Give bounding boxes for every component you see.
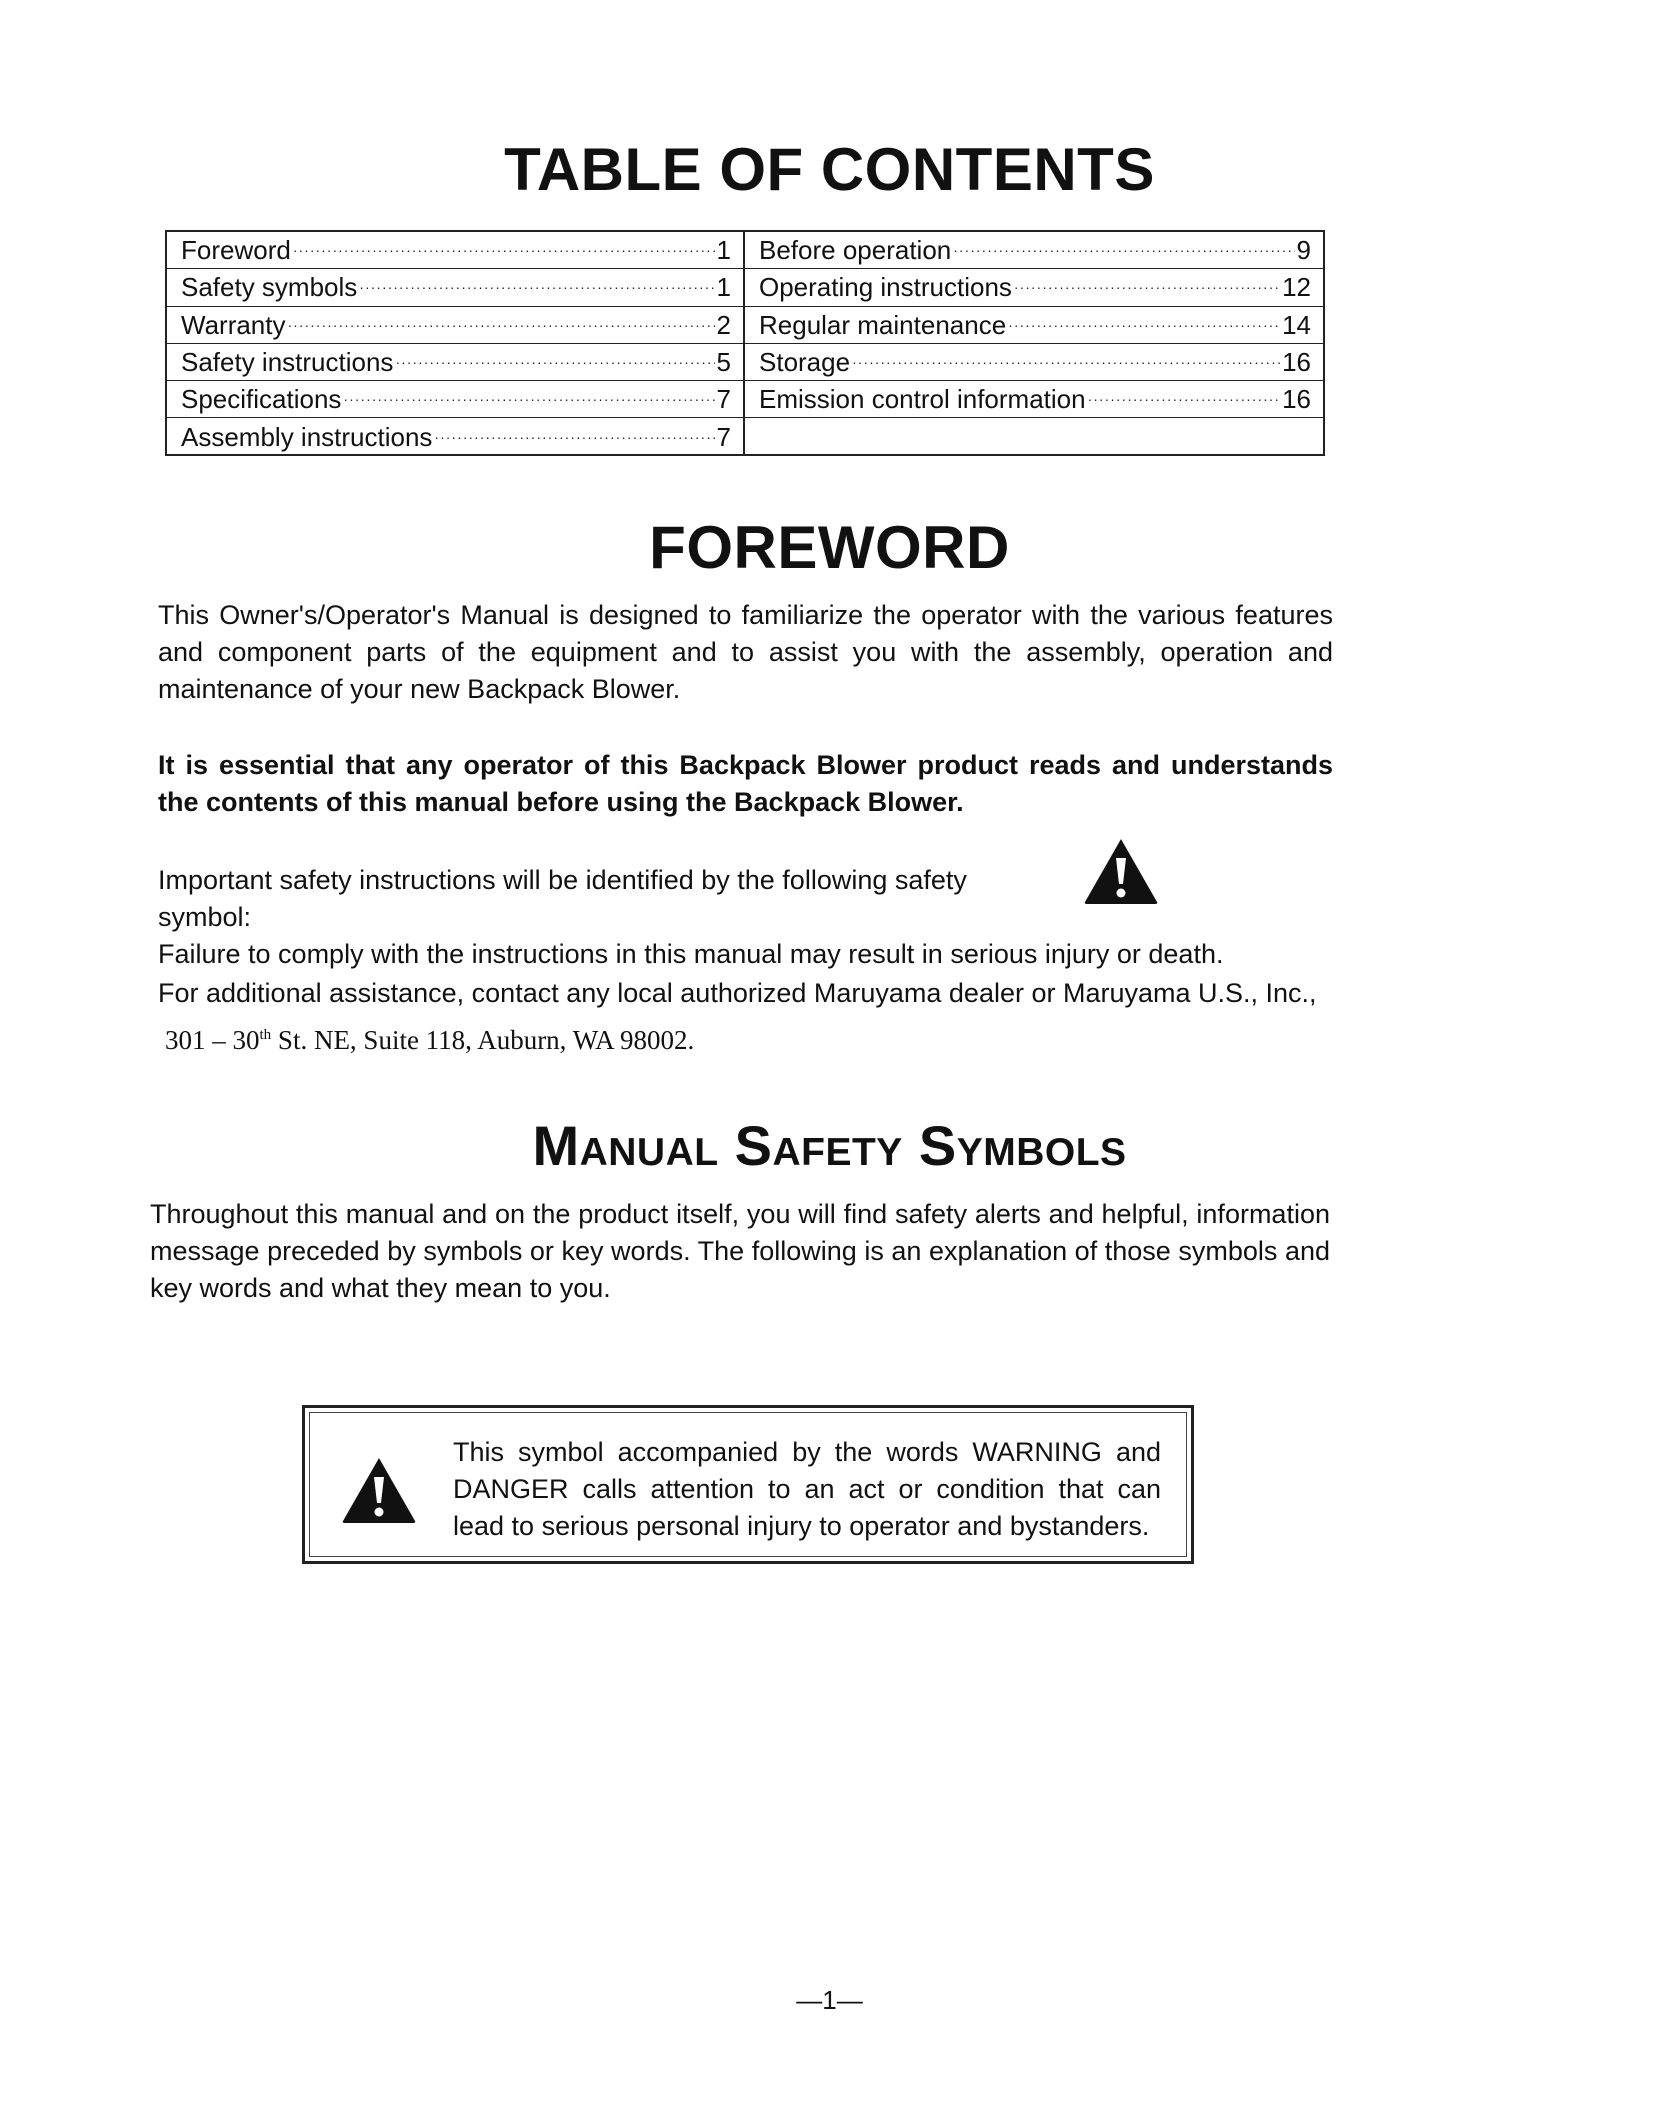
toc-entry-label: Assembly instructions [181, 422, 433, 453]
toc-leader-dots [434, 430, 714, 444]
toc-entry [167, 269, 743, 306]
address-part-1: 301 – 30 [165, 1025, 260, 1055]
callout-text: This symbol accompanied by the words WARNING and DANGER calls attention to an act or condition that can lead to serious personal injury to operator and bystanders. [453, 1437, 1161, 1541]
foreword-essential-note: It is essential that any operator of this Backpack Blower product reads and understands the contents of this manual before using the Backpack Blower. [158, 750, 1333, 817]
toc-leader-dots [288, 318, 715, 332]
address-superscript: th [259, 1027, 272, 1043]
toc-leader-dots [1088, 392, 1281, 406]
safety-symbols-intro: Throughout this manual and on the product itself, you will find safety alerts and helpful, information message preceded by symbols or key words. The following is an explanation of those symbols and key words and what they mean to you. [150, 1199, 1330, 1303]
page-number: —1— [796, 1985, 863, 2015]
toc-table [165, 230, 1325, 456]
safety-symbols-title: Manual Safety Symbols [532, 1114, 1127, 1177]
toc-entry-page: 1 [716, 235, 731, 266]
toc-entry-label: Specifications [181, 384, 342, 415]
toc-entry [167, 418, 743, 455]
toc-entry-page: 5 [716, 347, 731, 378]
toc-entry-page: 9 [1296, 235, 1311, 266]
toc-leader-dots [293, 243, 715, 257]
toc-entry-label: Emission control information [759, 384, 1086, 415]
toc-entry-label: Regular maintenance [759, 309, 1007, 340]
toc-entry [745, 344, 1323, 381]
toc-entry [167, 307, 743, 344]
address-part-2: St. NE, Suite 118, Auburn, WA 98002. [271, 1025, 695, 1055]
toc-entry [167, 344, 743, 381]
toc-entry [167, 232, 743, 269]
warning-callout-box [302, 1405, 1194, 1564]
toc-entry [745, 307, 1323, 344]
toc-entry [745, 381, 1323, 418]
dealer-address [165, 1017, 1340, 1059]
toc-entry-label: Warranty [181, 309, 286, 340]
warning-triangle-icon [1082, 836, 1160, 906]
toc-leader-dots [359, 280, 714, 294]
toc-entry-label: Safety instructions [181, 347, 394, 378]
toc-leader-dots [953, 243, 1294, 257]
toc-entry-page: 1 [716, 272, 731, 303]
toc-leader-dots [343, 392, 714, 406]
toc-leader-dots [395, 355, 714, 369]
toc-entry [745, 269, 1323, 306]
foreword-title: FOREWORD [649, 514, 1010, 581]
toc-entry-page: 2 [716, 309, 731, 340]
warning-triangle-icon [338, 1455, 420, 1525]
toc-entry-label: Foreword [181, 235, 291, 266]
toc-entry-page: 12 [1282, 272, 1311, 303]
toc-entry-page: 16 [1282, 347, 1311, 378]
foreword-symbol-note: Important safety instructions will be identified by the following safety symbol: [158, 865, 967, 932]
toc-entry-label: Before operation [759, 235, 952, 266]
toc-entry-label: Operating instructions [759, 272, 1012, 303]
toc-entry-page: 14 [1282, 309, 1311, 340]
toc-entry-label: Storage [759, 347, 851, 378]
toc-entry [167, 381, 743, 418]
foreword-intro: This Owner's/Operator's Manual is designed to familiarize the operator with the various features and component parts of the equipment and to assist you with the assembly, operation and maintenance of your new Backpack Blower. [158, 600, 1333, 704]
foreword-assistance: For additional assistance, contact any local authorized Maruyama dealer or Maruyama U.S., Inc., [158, 978, 1317, 1008]
toc-leader-dots [852, 355, 1280, 369]
toc-title: TABLE OF CONTENTS [504, 136, 1155, 203]
toc-leader-dots [1008, 318, 1280, 332]
toc-entry-page: 16 [1282, 384, 1311, 415]
toc-entry-page: 7 [716, 384, 731, 415]
toc-entry-page: 7 [716, 422, 731, 453]
toc-entry [745, 232, 1323, 269]
toc-leader-dots [1014, 280, 1280, 294]
toc-entry-label: Safety symbols [181, 272, 358, 303]
toc-right-column [745, 232, 1323, 454]
foreword-failure-note: Failure to comply with the instructions in this manual may result in serious injury or death. [158, 939, 1224, 969]
toc-left-column [167, 232, 745, 454]
toc-empty-cell [745, 418, 1323, 455]
